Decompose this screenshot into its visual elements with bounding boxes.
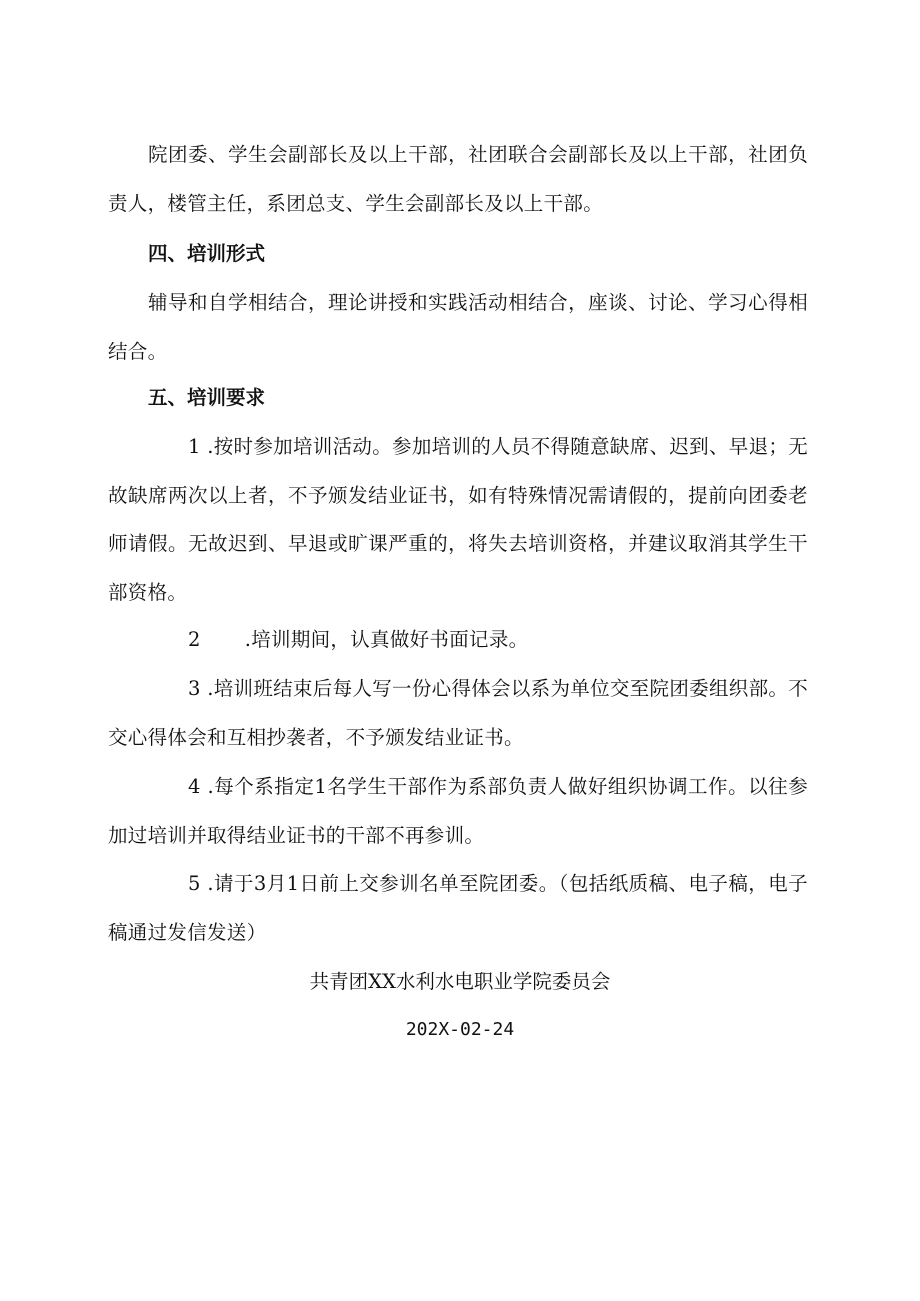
- section-5-heading: 五、培训要求: [148, 386, 266, 409]
- requirement-item-2: [108, 616, 808, 665]
- requirement-item-4: [108, 763, 808, 860]
- participants-paragraph: 院团委、学生会副部长及以上干部，社团联合会副部长及以上干部，社团负责人，楼管主任，系团总支、学生会副部长及以上干部。: [108, 143, 808, 215]
- requirement-item-5: [108, 860, 808, 957]
- item-text: .培训班结束后每人写一份心得体会以系为单位交至院团委组织部。不交心得体会和互相抄袭者，不予颁发结业证书。: [108, 677, 808, 749]
- signature-organization: 共青团XX水利水电职业学院委员会: [309, 970, 611, 993]
- item-number: 4: [188, 775, 201, 798]
- signature-date: 202X-02-24: [405, 1019, 515, 1040]
- section-4-heading: 四、培训形式: [148, 242, 266, 265]
- item-text: .每个系指定1名学生干部作为系部负责人做好组织协调工作。以往参加过培训并取得结业证书的干部不再参训。: [108, 775, 808, 847]
- item-number: 1: [188, 435, 201, 458]
- item-text: .按时参加培训活动。参加培训的人员不得随意缺席、迟到、早退；无故缺席两次以上者，不予颁发结业证书，如有特殊情况需请假的，提前向团委老师请假。无故迟到、早退或旷课严重的，将失去培训资格，并建议取消其学生干部资格。: [108, 435, 808, 604]
- item-text: .培训期间，认真做好书面记录。: [244, 628, 529, 651]
- item-number: 2: [188, 628, 201, 651]
- item-text: .请于3月1日前上交参训名单至院团委。（包括纸质稿、电子稿，电子稿通过发信发送）: [108, 872, 808, 944]
- requirement-item-3: [108, 665, 808, 762]
- section-4-body: 辅导和自学相结合，理论讲授和实践活动相结合，座谈、讨论、学习心得相结合。: [108, 291, 808, 363]
- item-number: 5: [188, 872, 201, 895]
- requirement-item-1: [108, 423, 808, 617]
- item-number: 3: [188, 677, 201, 700]
